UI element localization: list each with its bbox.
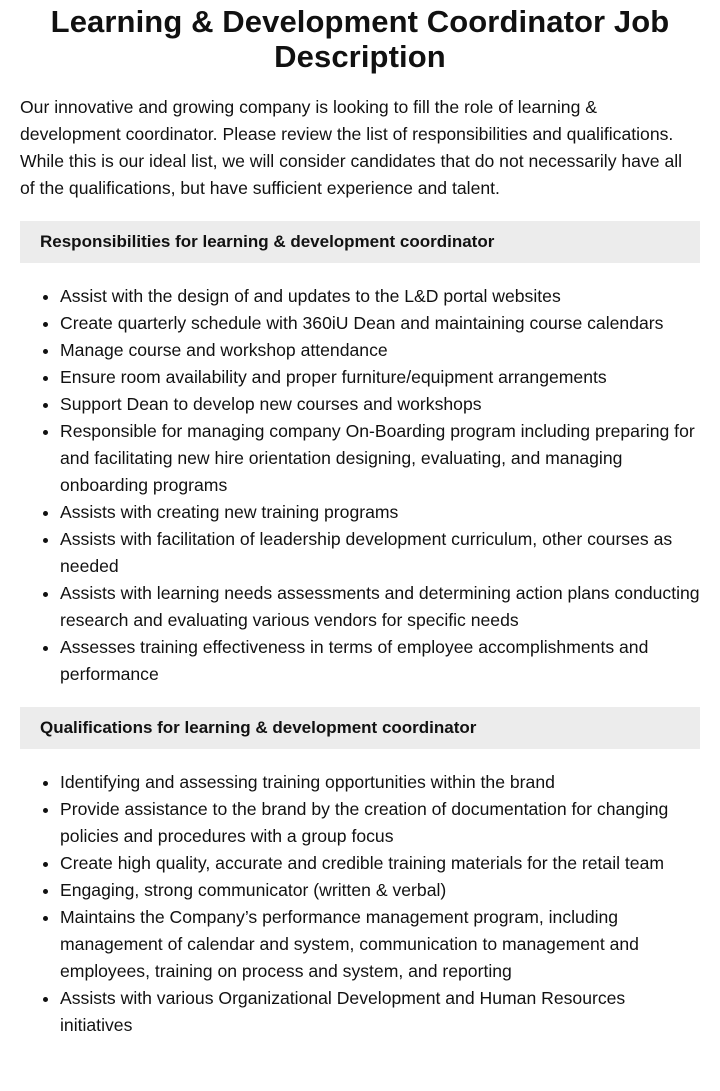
qualifications-list: [20, 769, 700, 1039]
responsibilities-heading: Responsibilities for learning & development coordinator: [20, 221, 700, 263]
list-item: • Assists with various Organizational Development and Human Resources initiatives: [60, 985, 700, 1039]
list-item: • Identifying and assessing training opportunities within the brand: [60, 769, 700, 796]
list-item: • Assists with learning needs assessments and determining action plans conducting research and evaluating various vendors for specific needs: [60, 580, 700, 634]
list-item: • Responsible for managing company On-Boarding program including preparing for and facilitating new hire orientation designing, evaluating, and managing onboarding programs: [60, 418, 700, 499]
list-item: • Manage course and workshop attendance: [60, 337, 700, 364]
intro-paragraph: Our innovative and growing company is looking to fill the role of learning & development coordinator. Please review the list of responsibilities and qualifications. While this is our ideal list, we will consider candidates that do not necessarily have all of the qualifications, but have sufficient experience and talent.: [20, 97, 683, 198]
list-item: • Assists with facilitation of leadership development curriculum, other courses as needed: [60, 526, 700, 580]
job-description: [0, 4, 720, 1039]
list-item: • Assist with the design of and updates to the L&D portal websites: [60, 283, 700, 310]
list-item: • Create quarterly schedule with 360iU Dean and maintaining course calendars: [60, 310, 700, 337]
list-item: • Ensure room availability and proper furniture/equipment arrangements: [60, 364, 700, 391]
qualifications-heading: Qualifications for learning & development coordinator: [20, 707, 700, 749]
list-item: • Assesses training effectiveness in terms of employee accomplishments and performance: [60, 634, 700, 688]
responsibilities-list: [20, 283, 700, 688]
list-item: • Assists with creating new training programs: [60, 499, 700, 526]
list-item: • Create high quality, accurate and credible training materials for the retail team: [60, 850, 700, 877]
list-item: • Support Dean to develop new courses and workshops: [60, 391, 700, 418]
list-item: • Engaging, strong communicator (written & verbal): [60, 877, 700, 904]
page-title: Learning & Development Coordinator Job Description: [50, 4, 670, 74]
list-item: • Provide assistance to the brand by the creation of documentation for changing policies and procedures with a group focus: [60, 796, 700, 850]
list-item: • Maintains the Company’s performance management program, including management of calendar and system, communication to management and employees, training on process and system, and reporting: [60, 904, 700, 985]
